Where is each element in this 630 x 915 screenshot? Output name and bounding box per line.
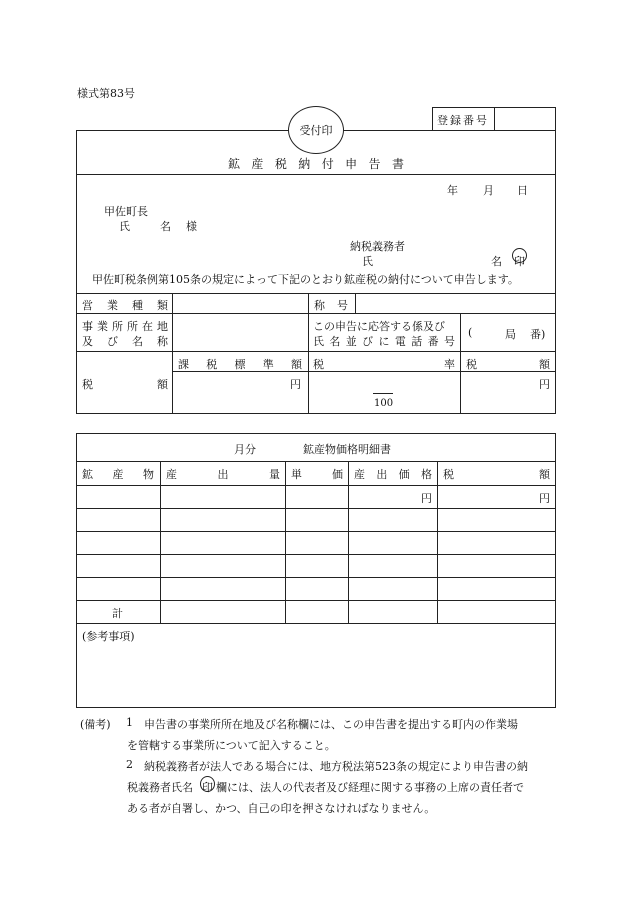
taxpayer-seal: 印 (514, 255, 525, 268)
header-output: 産 出 量 (166, 468, 280, 481)
registration-number-label: 登録番号 (437, 114, 489, 127)
detail-month-label: 月分 (234, 443, 256, 456)
title-char: 書 (391, 157, 404, 171)
phone-open: ( (468, 326, 473, 339)
business-type-label: 営 業 種 類 (82, 299, 168, 312)
note-2-line1: 納税義務者が法人である場合には、地方税法第523条の規定により申告書の納 (144, 760, 528, 773)
tax-base-field[interactable] (174, 372, 306, 412)
title-char: 申 (345, 157, 358, 171)
title-char: 税 (274, 157, 287, 171)
note-1-line2: を管轄する事業所について記入すること。 (127, 739, 336, 752)
form-number: 様式第83号 (77, 87, 135, 100)
addressee-honorific: 様 (186, 220, 197, 233)
notes-label: (備考) (80, 718, 111, 731)
amount-header: 税 額 (466, 358, 550, 371)
taxpayer-name-2: 名 (491, 255, 502, 268)
phone-ban: 番) (530, 328, 546, 341)
note-1-line1: 申告書の事業所所在地及び名称欄には、この申告書を提出する町内の作業場 (144, 718, 518, 731)
note-2-line3: ある者が自署し、かつ、自己の印を押さなければなりません。 (127, 802, 436, 815)
detail-title: 鉱産物価格明細書 (303, 443, 391, 456)
date-month: 月 (483, 184, 494, 197)
title-char: 付 (321, 157, 334, 171)
remarks-label: (参考事項) (82, 630, 135, 643)
note-2-seal: 印 (202, 781, 213, 794)
business-type-field[interactable] (174, 294, 306, 312)
trade-name-field[interactable] (357, 294, 554, 312)
office-name-field[interactable] (174, 314, 306, 350)
note-2-line2a: 税義務者氏名 (127, 781, 193, 794)
rate-header-left: 税 (313, 358, 324, 371)
output-value-yen: 円 (421, 492, 432, 505)
tax-amount-label: 税 額 (82, 378, 168, 391)
date-year: 年 (447, 184, 458, 197)
note-2-line2b: 欄には、法人の代表者及び経理に関する事務の上席の責任者で (216, 781, 524, 794)
tax-base-header: 課 税 標 準 額 (178, 358, 302, 371)
form-title (228, 155, 404, 172)
office-label-line2: 及 び 名 称 (82, 335, 168, 348)
office-label-line1: 事 業 所 所 在 地 (82, 320, 168, 333)
registration-number-field[interactable] (500, 108, 554, 129)
total-label: 計 (112, 607, 123, 620)
addressee-mayor: 甲佐町長 (104, 205, 148, 218)
taxpayer-name-1: 氏 (362, 255, 373, 268)
tax-base-yen: 円 (290, 378, 301, 391)
title-char: 告 (368, 157, 381, 171)
rate-fraction-bar (373, 393, 393, 394)
title-char: 産 (251, 157, 264, 171)
tax-amount-yen: 円 (539, 378, 550, 391)
rate-header-right: 率 (444, 358, 455, 371)
header-mineral: 鉱 産 物 (82, 468, 154, 481)
title-char: 鉱 (228, 157, 241, 171)
header-unit-price: 単 価 (291, 468, 343, 481)
rate-denominator: 100 (374, 398, 394, 409)
title-char: 納 (298, 157, 311, 171)
date-day: 日 (517, 184, 528, 197)
note-1-number: 1 (126, 716, 133, 729)
addressee-name: 氏 名 (119, 220, 171, 233)
phone-kyoku: 局 (505, 328, 516, 341)
header-output-value: 産 出 価 格 (354, 468, 432, 481)
header-tax: 税 額 (443, 468, 550, 481)
tax-amount-field[interactable] (462, 372, 554, 412)
reception-stamp-label: 受付印 (299, 124, 333, 137)
note-2-number: 2 (126, 758, 133, 771)
remarks-field[interactable] (78, 644, 554, 706)
taxpayer-label: 納税義務者 (350, 240, 405, 253)
contact-label-line1: この申告に応答する係及び (313, 320, 445, 333)
declaration-text: 甲佐町税条例第105条の規定によって下記のとおり鉱産税の納付について申告します。 (92, 273, 519, 286)
trade-name-label: 称 号 (314, 299, 348, 312)
contact-label-line2: 氏 名 並 び に 電 話 番 号 (313, 335, 455, 348)
detail-tax-yen: 円 (539, 492, 550, 505)
